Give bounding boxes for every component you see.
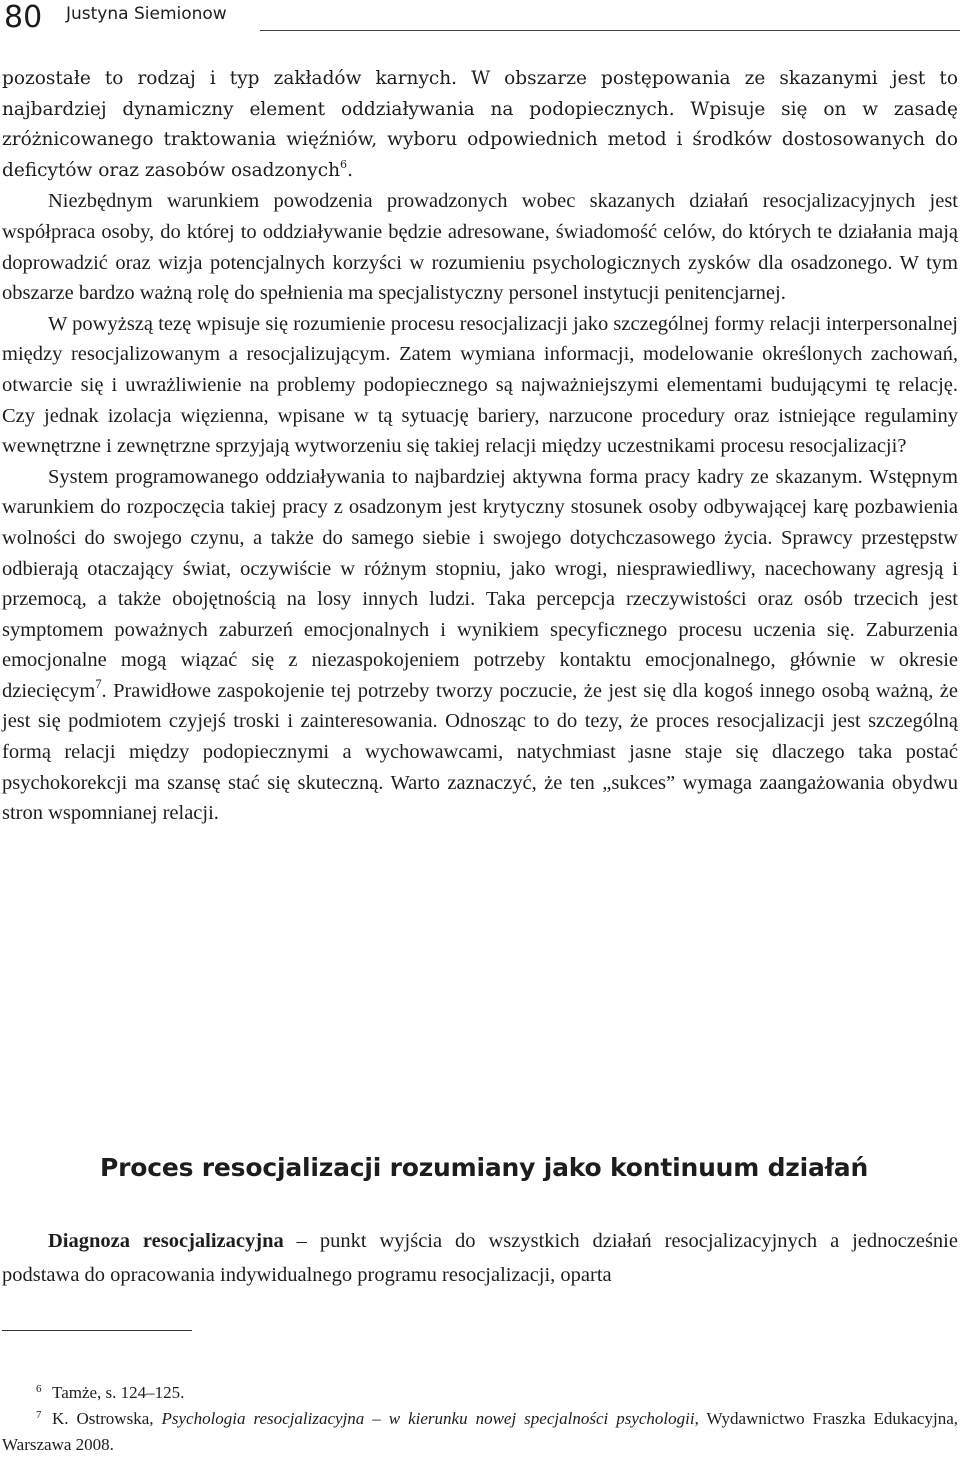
footnote-ref-7[interactable]: 7 [95, 676, 102, 691]
footnote-publisher: , Wydawnictwo Fraszka Edukacyjna, Warszawa 2008. [2, 1409, 958, 1454]
paragraph [2, 462, 958, 829]
footnote-ref-6[interactable]: 6 [340, 157, 348, 171]
footnote-mark: 7 [36, 1409, 42, 1421]
running-header [2, 0, 960, 40]
footnote-text: Tamże, s. 124–125. [52, 1383, 185, 1402]
body-text [2, 64, 958, 829]
footnote-6 [2, 1380, 958, 1406]
lead-text: – punkt wyjścia do wszystkich działań resocjalizacyjnych a jednocześnie podstawa do opracowania indywidualnego programu resocjalizacji, oparta [2, 1230, 958, 1286]
lead-term: Diagnoza resocjalizacyjna [48, 1230, 284, 1252]
page-number: 80 [4, 0, 43, 35]
footnote-author: K. Ostrowska, [52, 1409, 162, 1428]
footnote-book-title: Psychologia resocjalizacyjna – w kierunku nowej specjalności psychologii [161, 1409, 695, 1428]
section-lead-paragraph [2, 1224, 958, 1292]
paragraph-text: . Prawidłowe zaspokojenie tej potrzeby tworzy poczucie, że jest się dla kogoś innego osobą ważną, że jest się podmiotem czyjejś troski i zainteresowania. Odnosząc to do tezy, że proces resocjalizacji jest szczególną formą relacji między podopiecznymi a wychowawcami, natychmiast jasne staje się dlaczego taka postać psychokorekcji ma szansę stać się skuteczną. Warto zaznaczyć, że ten „sukces” wymaga zaangażowania obydwu stron wspomnianej relacji. [2, 679, 958, 825]
running-head-author: Justyna Siemionow [66, 4, 227, 24]
footnote-separator [2, 1330, 192, 1331]
footnote-7 [2, 1406, 958, 1458]
paragraph-continued [2, 64, 958, 186]
header-rule [260, 30, 960, 31]
section-heading: Proces resocjalizacji rozumiany jako kontinuum działań [100, 1153, 869, 1182]
paragraph-text: pozostałe to rodzaj i typ zakładów karnych. W obszarze postępowania ze skazanymi jest to najbardziej dynamiczny element oddziaływania na podopiecznych. Wpisuje się on w zasadę zróżnicowanego traktowania więźniów, wyboru odpowiednich metod i środków dostosowanych do deficytów oraz zasobów osadzonych [2, 68, 958, 181]
paragraph: W powyższą tezę wpisuje się rozumienie procesu resocjalizacji jako szczególnej formy relacji interpersonalnej między resocjalizowanym a resocjalizującym. Zatem wymiana informacji, modelowanie określonych zachowań, otwarcie się i uwrażliwienie na problemy podopiecznego są najważniejszymi elementami budującymi tę relację. Czy jednak izolacja więzienna, wpisane w tą sytuację bariery, narzucone procedury oraz istniejące regulaminy wewnętrzne i zewnętrzne sprzyjają wytworzeniu się takiej relacji między uczestnikami procesu resocjalizacji? [2, 312, 958, 458]
paragraph-text: System programowanego oddziaływania to najbardziej aktywna forma pracy kadry ze skazanym. Wstępnym warunkiem do rozpoczęcia takiej pracy z osadzonym jest krytyczny stosunek osoby odbywającej karę pozbawienia wolności do swojego czynu, a także do samego siebie i swojego dotychczasowego życia. Sprawcy przestępstw odbierają otaczający świat, oczywiście w różnym stopniu, jako wrogi, niesprawiedliwy, nacechowany agresją i przemocą, a także obojętnością na losy innych ludzi. Taka percepcja rzeczywistości oraz osób trzecich jest symptomem poważnych zaburzeń emocjonalnych i wynikiem specyficznego procesu uczenia się. Zaburzenia emocjonalne mogą wiązać się z niezaspokojeniem potrzeby kontaktu emocjonalnego, głównie w okresie dziecięcym [2, 465, 958, 702]
footnote-mark: 6 [36, 1383, 42, 1395]
footnotes [2, 1380, 958, 1458]
paragraph-text-end: . [347, 159, 353, 181]
paragraph: Niezbędnym warunkiem powodzenia prowadzonych wobec skazanych działań resocjalizacyjnych jest współpraca osoby, do której to oddziaływanie będzie adresowane, świadomość celów, do których te działania mają doprowadzić oraz wizja potencjalnych korzyści w rozumieniu psychologicznych zysków dla osadzonego. W tym obszarze bardzo ważną rolę do spełnienia ma specjalistyczny personel instytucji penitencjarnej. [2, 190, 958, 305]
